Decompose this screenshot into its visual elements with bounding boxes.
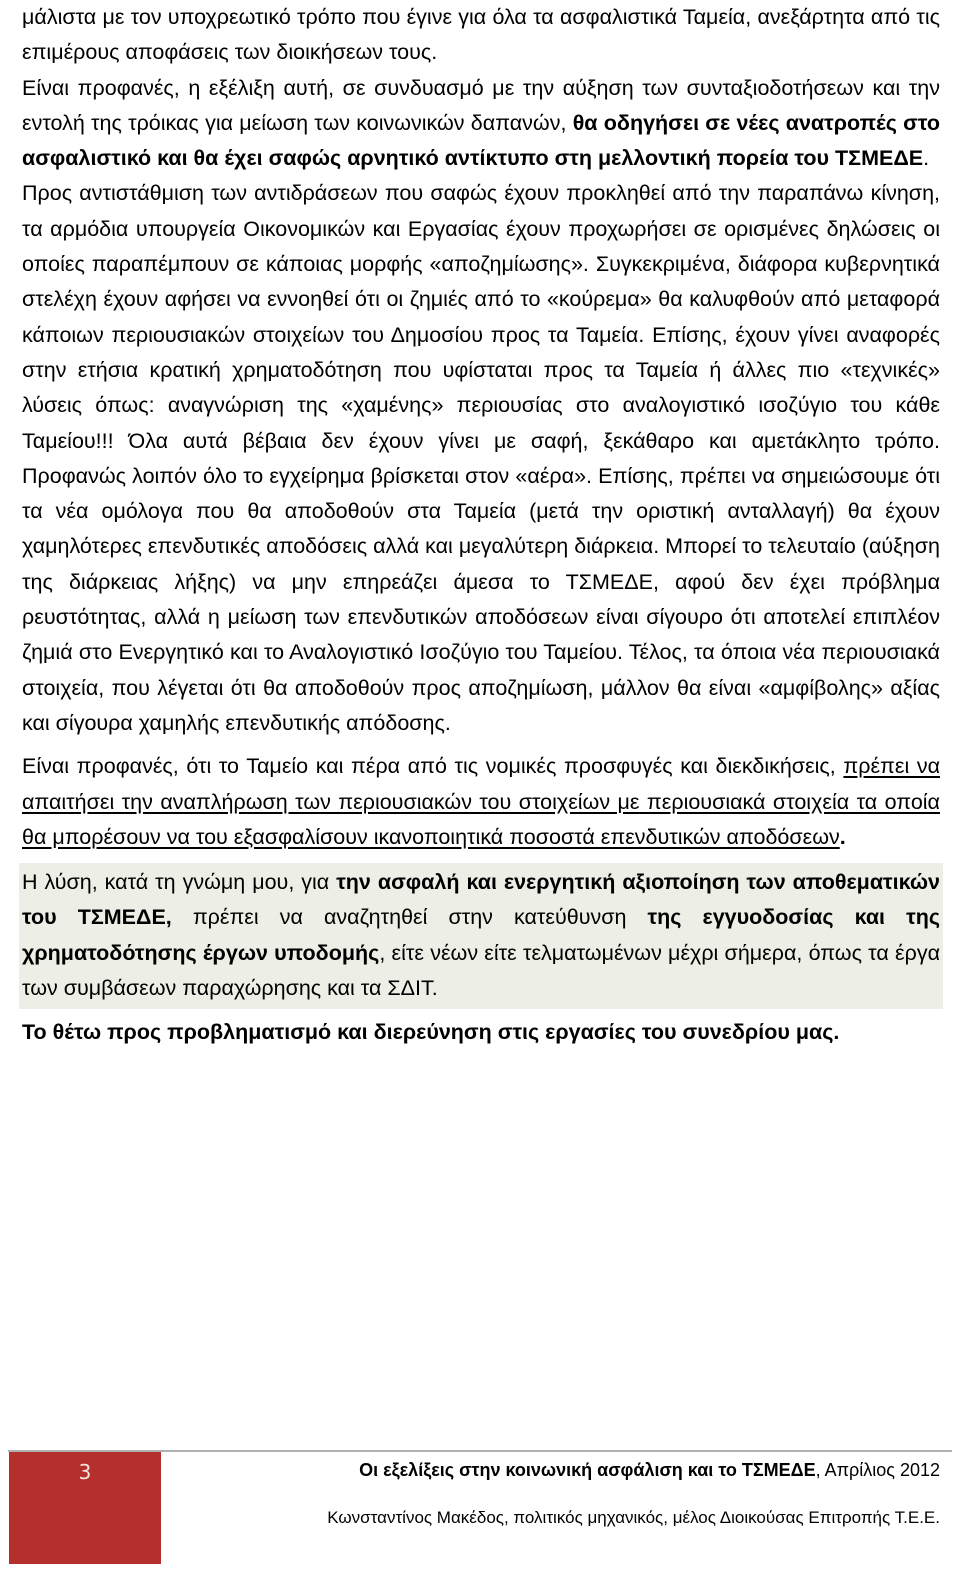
paragraph-1 [22,0,940,71]
paragraph-2-text: Είναι προφανές, η εξέλιξη αυτή, σε συνδυασμό με την αύξηση των συνταξιοδοτήσεων και την εντολή της τρόικας για μείωση των κοινωνικών δαπανών, [22,75,940,135]
paragraph-5-text-2: πρέπει να αναζητηθεί στην κατεύθυνση [171,905,648,930]
footer-title-bold: Οι εξελίξεις στην κοινωνική ασφάλιση και το ΤΣΜΕΔΕ [359,1460,816,1480]
paragraph-2 [22,71,940,177]
paragraph-5-text-1: Η λύση, κατά τη γνώμη μου, για [22,870,337,895]
paragraph-4-text: Είναι προφανές, ότι το Ταμείο και πέρα από τις νομικές προσφυγές και διεκδικήσεις, [22,754,844,779]
closing-paragraph [22,1015,940,1050]
paragraph-3-text: Προς αντιστάθμιση των αντιδράσεων που σαφώς έχουν προκληθεί από την παραπάνω κίνηση, τα αρμόδια υπουργεία Οικονομικών και Εργασίας έχουν προχωρήσει σε ορισμένες δηλώσεις οι οποίες παραπέμπουν σε κάποιας μορφής «αποζημίωσης». Συγκεκριμένα, διάφορα κυβερνητικά στελέχη έχουν αφήσει να εννοηθεί ότι οι ζημιές από το «κούρεμα» θα καλυφθούν από μεταφορά κάποιων περιουσιακών στοιχείων του Δημοσίου προς τα Ταμεία. Επίσης, έχουν γίνει αναφορές στην ετήσια κρατική χρηματοδότηση που υφίσταται προς τα Ταμεία ή άλλες πιο «τεχνικές» λύσεις όπως: αναγνώριση της «χαμένης» περιουσίας στο αναλογιστικό ισοζύγιο του κάθε Ταμείου!!! Όλα αυτά βέβαια δεν έχουν γίνει με σαφή, ξεκάθαρο και αμετάκλητο τρόπο. Προφανώς λοιπόν όλο το εγχείρημα βρίσκεται στον «αέρα». Επίσης, πρέπει να σημειώσουμε ότι τα νέα ομόλογα που θα αποδοθούν στα Ταμεία (μετά την οριστική ανταλλαγή) θα έχουν χαμηλότερες επενδυτικές αποδόσεις αλλά και μεγαλύτερη διάρκεια. Μπορεί το τελευταίο (αύξηση της διάρκειας λήξης) να μην επηρεάζει άμεσα το ΤΣΜΕΔΕ, αφού δεν έχει πρόβλημα ρευστότητας, αλλά η μείωση των επενδυτικών αποδόσεων είναι σίγουρο ότι αποτελεί επιπλέον ζημιά στο Ενεργητικό και το Αναλογιστικό Ισοζύγιο του Ταμείου. Τέλος, τα όποια νέα περιουσιακά στοιχεία, που λέγεται ότι θα αποδοθούν προς αποζημίωση, μάλλον θα είναι «αμφίβολης» αξίας και σίγουρα χαμηλής επενδυτικής απόδοσης. [22,181,940,735]
highlighted-paragraph [19,863,943,1009]
document-body [22,0,940,1051]
closing-text: Το θέτω προς προβληματισμό και διερεύνηση στις εργασίες του συνεδρίου μας. [22,1020,840,1045]
footer-title-date: , Απρίλιος 2012 [815,1460,940,1480]
footer-author: Κωνσταντίνος Μακέδος, πολιτικός μηχανικός, μέλος Διοικούσας Επιτροπής Τ.Ε.Ε. [327,1508,940,1527]
page-number: 3 [78,1460,92,1484]
paragraph-2-bold-text: θα οδηγήσει σε νέες ανατροπές στο ασφαλιστικό και θα έχει σαφώς αρνητικό αντίκτυπο στη μελλοντική πορεία του ΤΣΜΕΔΕ [22,110,940,171]
paragraph-5-bold-2: της εγγυοδοσίας και της χρηματοδότησης έργων υποδομής [22,905,941,965]
paragraph-2-end: . [923,146,930,171]
paragraph-5-bold-1: την ασφαλή και ενεργητική αξιοποίηση των αποθεματικών του ΤΣΜΕΔΕ, [22,870,940,930]
paragraph-5-text-3: , είτε νέων είτε τελματωμένων μέχρι σήμερα, όπως τα έργα των συμβάσεων παραχώρησης και τα ΣΔΙΤ. [22,940,941,1001]
footer-title [359,1460,940,1481]
page-number-box [9,1452,161,1564]
paragraph-4-underlined-text: πρέπει να απαιτήσει την αναπλήρωση των περιουσιακών του στοιχείων με περιουσιακά στοιχεία τα οποία θα μπορέσουν να του εξασφαλίσουν ικανοποιητικά ποσοστά επενδυτικών αποδόσεων [22,754,941,849]
paragraph-4 [22,749,940,855]
paragraph-3 [22,176,940,741]
paragraph-1-text: μάλιστα με τον υποχρεωτικό τρόπο που έγινε για όλα τα ασφαλιστικά Ταμεία, ανεξάρτητα από τις επιμέρους αποφάσεις των διοικήσεων τους. [22,5,940,65]
paragraph-4-end: . [839,824,846,849]
